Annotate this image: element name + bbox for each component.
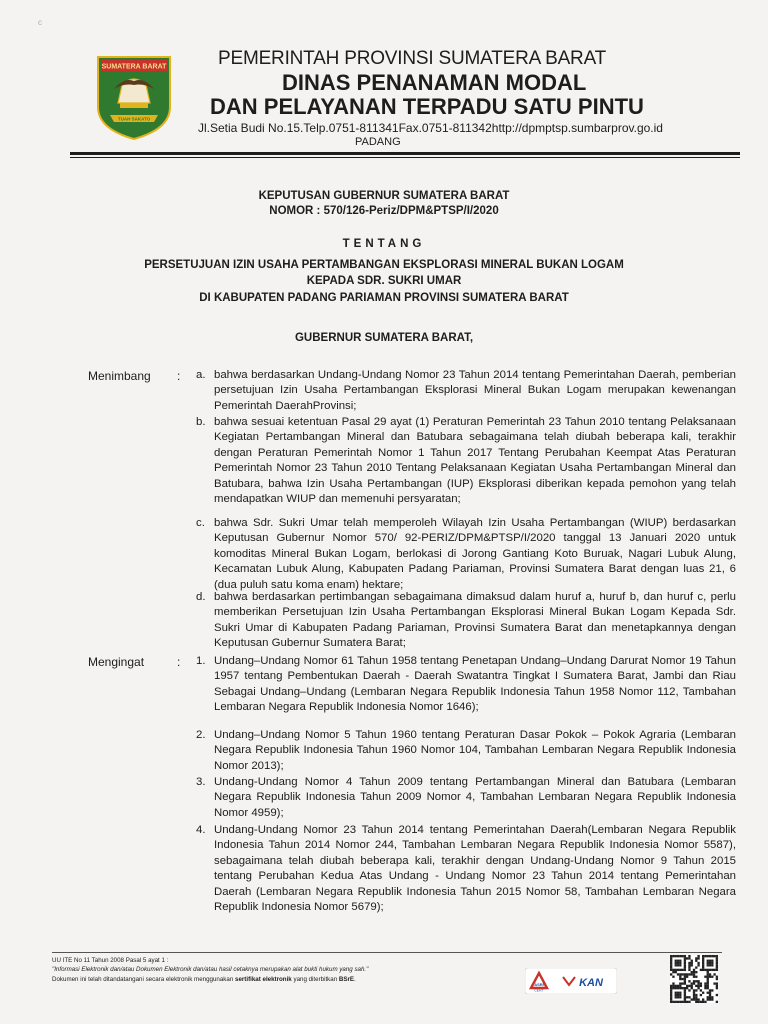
item-marker: a. <box>196 369 206 381</box>
mengingat-item <box>196 728 736 774</box>
footer-signature-note <box>52 976 356 983</box>
item-marker: d. <box>196 591 206 603</box>
scan-mark: c <box>38 18 42 27</box>
item-text: Undang-Undang Nomor 23 Tahun 2014 tentang Pemerintahan Daerah(Lembaran Negara Republik Indonesia Tahun 2014 Nomor 244, Tambahan Lembaran Negara Republik Indonesia Nomor 5587), sebagaimana telah diubah beberapa kali, terakhir dengan Undang-Undang Nomor 9 Tahun 2015 tentang Perubahan Kedua Atas Undang - Undang Nomor 23 Tahun 2014 tentang Pemerintahan Daerah (Lembaran Negara Republik Indonesia Tahun 2015 Nomor 58, Tambahan Lembaran Negara Republik Indonesia Nomor 5679); <box>214 824 736 914</box>
footer-law-reference: UU ITE No 11 Tahun 2008 Pasal 5 ayat 1 : <box>52 957 169 964</box>
decree-title: KEPUTUSAN GUBERNUR SUMATERA BARAT <box>258 190 510 202</box>
mengingat-label: Mengingat <box>88 655 145 669</box>
decree-subject-line2: KEPADA SDR. SUKRI UMAR <box>306 275 462 287</box>
svg-text:CERT: CERT <box>534 988 544 993</box>
decree-subject-line3: DI KABUPATEN PADANG PARIAMAN PROVINSI SUMATERA BARAT <box>199 292 569 304</box>
agency-name-line1: DINAS PENANAMAN MODAL <box>282 70 587 95</box>
mengingat-item <box>196 654 736 716</box>
item-text: Undang-Undang Nomor 4 Tahun 2009 tentang Pertambangan Mineral dan Batubara (Lembaran Negara Republik Indonesia Tahun 2009 Nomor 4, Tambahan Lembaran Negara Republik Indonesia Nomor 4959); <box>214 776 736 819</box>
mengingat-item <box>196 823 736 915</box>
footer-note-text: Dokumen ini telah ditandatangani secara elektronik menggunakan <box>52 976 235 983</box>
svg-text:ASRI: ASRI <box>534 982 544 987</box>
footer-note-issuer: yang diterbitkan <box>291 976 339 983</box>
tentang-heading: TENTANG <box>342 238 426 250</box>
svg-text:KAN: KAN <box>579 977 603 989</box>
agency-city: PADANG <box>355 136 401 148</box>
menimbang-label: Menimbang <box>88 369 151 383</box>
item-text: Undang–Undang Nomor 5 Tahun 1960 tentang Peraturan Dasar Pokok – Pokok Agraria (Lembaran Negara Republik Indonesia Tahun 1960 Nomor 104, Tambahan Lembaran Negara Republik Indonesia Nomor 2013); <box>214 729 736 772</box>
agency-name-line2: DAN PELAYANAN TERPADU SATU PINTU <box>210 94 644 119</box>
item-text: Undang–Undang Nomor 61 Tahun 1958 tentang Penetapan Undang–Undang Darurat Nomor 19 Tahun 1957 tentang Pembentukan Daerah - Daerah Swatantra Tingkat I Sumatera Barat, Jambi dan Riau Sebagai Undang–Undang (Lembaran Negara Republik Indonesia Tahun 1958 Nomor 112, Tambahan Lembaran Negara Republik Indonesia Nomor 1646); <box>214 655 736 714</box>
menimbang-colon: : <box>177 369 181 383</box>
certification-logos-icon <box>525 968 617 994</box>
footer-note-bsre: BSrE <box>338 976 355 983</box>
item-marker: 2. <box>196 729 206 741</box>
item-marker: b. <box>196 416 206 428</box>
item-text: bahwa berdasarkan pertimbangan sebagaimana dimaksud dalam huruf a, huruf b, dan huruf c, perlu memberikan Persetujuan Izin Usaha Pertambangan Eksplorasi Mineral Bukan Logam Kepada Sdr. Sukri Umar di Kabupaten Padang Pariaman, Provinsi Sumatera Barat dan menetapkannya dengan Keputusan Gubernur Sumatera Barat; <box>214 591 736 650</box>
svg-text:TUAH SAKATO: TUAH SAKATO <box>117 116 151 122</box>
mengingat-item <box>196 775 736 821</box>
menimbang-item <box>196 590 736 652</box>
item-marker: 4. <box>196 824 206 836</box>
government-name: PEMERINTAH PROVINSI SUMATERA BARAT <box>218 48 607 69</box>
decree-subject-line1: PERSETUJUAN IZIN USAHA PERTAMBANGAN EKSPLORASI MINERAL BUKAN LOGAM <box>144 259 624 271</box>
item-marker: 3. <box>196 776 206 788</box>
letterhead-rule-thin <box>70 157 740 158</box>
item-marker: 1. <box>196 655 206 667</box>
footer-note-end: . <box>354 976 356 983</box>
item-text: bahwa sesuai ketentuan Pasal 29 ayat (1) Peraturan Pemerintah 23 Tahun 2010 tentang Pelaksanaan Kegiatan Pertambangan Mineral dan Batubara sebagaimana telah diubah beberapa kali, terakhir dengan Peraturan Pemerintah Nomor 1 Tahun 2017 Tentang Perubahan Keempat Atas Peraturan Pemerintah Nomor 23 Tahun 2010 Tentang Pelaksanaan Kegiatan Usaha Pertambangan Mineral dan Batubara, bahwa Izin Usaha Pertambangan (IUP) Eksplorasi diberikan kepada pemohon yang telah mendapatkan WIUP dan memenuhi persyaratan; <box>214 416 736 506</box>
menimbang-item <box>196 415 736 507</box>
mengingat-colon: : <box>177 655 181 669</box>
letterhead-rule-thick <box>70 152 740 155</box>
qr-code-icon <box>670 955 718 1003</box>
decree-number: NOMOR : 570/126-Periz/DPM&PTSP/I/2020 <box>269 205 499 217</box>
sumatera-barat-emblem-icon <box>96 55 172 141</box>
svg-text:SUMATERA BARAT: SUMATERA BARAT <box>101 63 167 71</box>
footer-note-cert: sertifikat elektronik <box>235 976 292 983</box>
footer-law-quote: "Informasi Elektronik dan/atau Dokumen Elektronik dan/atau hasil cetaknya merupakan alat bukti hukum yang sah." <box>52 966 369 973</box>
item-marker: c. <box>196 517 205 529</box>
footer-rule <box>52 952 722 953</box>
agency-address: Jl.Setia Budi No.15.Telp.0751-811341Fax.0751-811342http://dpmptsp.sumbarprov.go.id <box>198 121 663 135</box>
item-text: bahwa Sdr. Sukri Umar telah memperoleh Wilayah Izin Usaha Pertambangan (WIUP) berdasarkan Keputusan Gubernur Nomor 570/ 92-PERIZ/DPM&PTSP/I/2020 tanggal 13 Januari 2020 untuk komoditas Mineral Bukan Logam, berlokasi di Jorong Gantiang Koto Buruak, Nagari Lubuk Alung, Kecamatan Lubuk Alung, Kabupaten Padang Pariaman, Provinsi Sumatera Barat dengan luas 21, 6 (dua puluh satu koma enam) hektare; <box>214 517 736 591</box>
menimbang-item <box>196 368 736 414</box>
governor-heading: GUBERNUR SUMATERA BARAT, <box>294 332 474 344</box>
item-text: bahwa berdasarkan Undang-Undang Nomor 23 Tahun 2014 tentang Pemerintahan Daerah, pemberian persetujuan Izin Usaha Pertambangan Eksplorasi Mineral Bukan Logam merupakan kewenangan Pemerintah DaerahProvinsi; <box>214 369 736 412</box>
menimbang-item <box>196 516 736 593</box>
